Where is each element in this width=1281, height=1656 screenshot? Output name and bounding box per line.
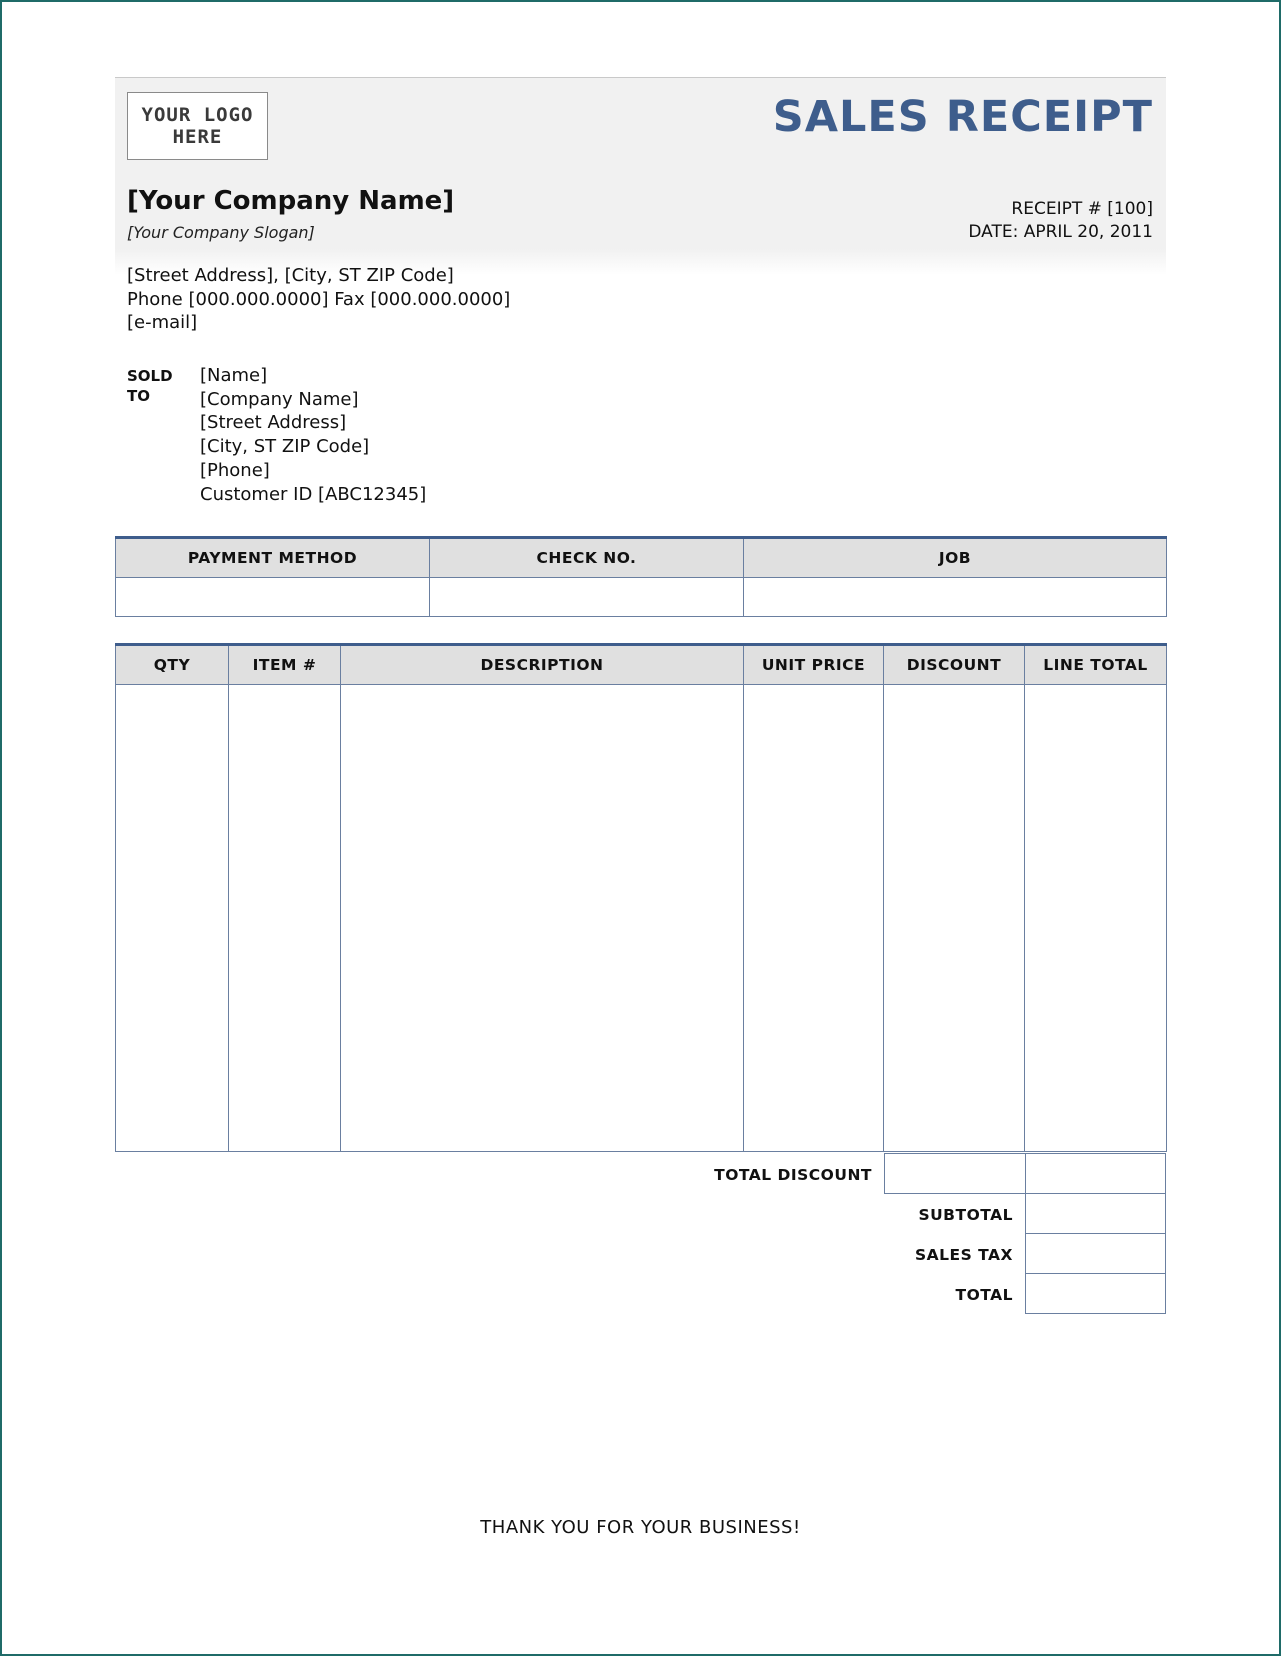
sold-to-label-line-1: SOLD xyxy=(127,367,173,385)
sold-to-label-line-2: TO xyxy=(127,387,150,405)
customer-city: [City, ST ZIP Code] xyxy=(200,436,370,458)
page-title: SALES RECEIPT xyxy=(772,92,1153,142)
qty-header: QTY xyxy=(116,645,229,685)
thank-you-message: THANK YOU FOR YOUR BUSINESS! xyxy=(480,1517,801,1538)
sales-tax-label: SALES TAX xyxy=(915,1246,1013,1264)
customer-street: [Street Address] xyxy=(200,412,347,434)
item-number-header: ITEM # xyxy=(229,645,341,685)
subtotal-label: SUBTOTAL xyxy=(918,1206,1013,1224)
payment-method-header: PAYMENT METHOD xyxy=(116,538,430,578)
discount-header: DISCOUNT xyxy=(884,645,1025,685)
company-name: [Your Company Name] xyxy=(127,186,455,216)
receipt-date: DATE: APRIL 20, 2011 xyxy=(968,222,1153,242)
company-street: [Street Address], [City, ST ZIP Code] xyxy=(127,265,454,286)
company-slogan: [Your Company Slogan] xyxy=(127,223,315,242)
customer-name: [Name] xyxy=(200,365,268,386)
check-no-header: CHECK NO. xyxy=(430,538,744,578)
logo-line-2: HERE xyxy=(172,126,223,148)
unit-price-header: UNIT PRICE xyxy=(744,645,884,685)
logo-line-1: YOUR LOGO xyxy=(141,104,254,126)
total-label: TOTAL xyxy=(955,1286,1013,1304)
company-email: [e-mail] xyxy=(127,312,198,333)
company-phone-fax: Phone [000.000.0000] Fax [000.000.0000] xyxy=(127,288,511,310)
job-header: JOB xyxy=(744,538,1167,578)
line-total-header: LINE TOTAL xyxy=(1025,645,1167,685)
customer-phone: [Phone] xyxy=(200,459,270,481)
customer-id: Customer ID [ABC12345] xyxy=(200,483,427,505)
receipt-number: RECEIPT # [100] xyxy=(1011,199,1153,219)
customer-company: [Company Name] xyxy=(200,388,359,410)
description-header: DESCRIPTION xyxy=(341,645,744,685)
total-discount-label: TOTAL DISCOUNT xyxy=(714,1166,872,1184)
